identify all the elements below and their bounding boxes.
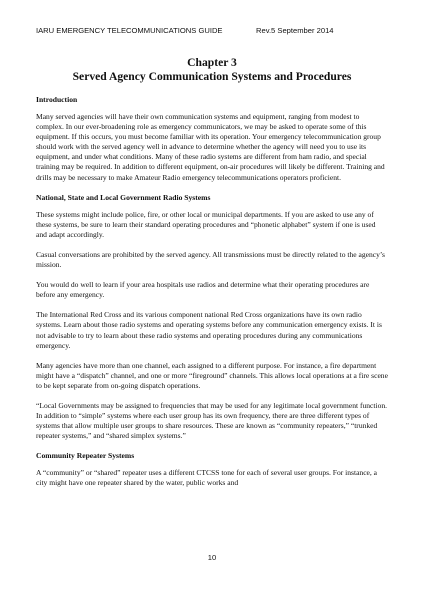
section-introduction — [36, 95, 388, 183]
document-body — [36, 95, 388, 499]
paragraph: The International Red Cross and its various component national Red Cross organizations have its own radio systems. Learn about those radio systems and operating systems before any communication emergency exists. It is not advisable to try to learn about these radio systems and operating procedures during any communications emergency. — [36, 310, 382, 350]
running-header-title: IARU EMERGENCY TELECOMMUNICATIONS GUIDE — [36, 26, 223, 35]
paragraph: These systems might include police, fire, or other local or municipal departments. If you are asked to use any of these systems, be sure to learn their standard operating procedures and “phonetic alphabet” system if one is used and adapt accordingly. — [36, 209, 376, 239]
paragraph: Many agencies have more than one channel, each assigned to a different purpose. For instance, a fire department might have a “dispatch” channel, and one or more “fireground” channels. This allows local operations at a fire scene to be kept separate from on-going dispatch operations. — [36, 360, 388, 390]
section-community-repeater-systems — [36, 451, 388, 488]
section-heading: National, State and Local Government Radio Systems — [36, 192, 211, 202]
running-header-revision: Rev.5 September 2014 — [256, 26, 334, 35]
section-heading: Introduction — [36, 95, 78, 104]
chapter-title: Served Agency Communication Systems and Procedures — [72, 70, 352, 83]
section-government-radio-systems — [36, 193, 388, 442]
paragraph: Casual conversations are prohibited by the served agency. All transmissions must be directly related to the agency’s mission. — [36, 249, 385, 270]
page-number: 10 — [207, 553, 217, 562]
paragraph: You would do well to learn if your area hospitals use radios and determine what their operating procedures are before any emergency. — [36, 280, 370, 300]
paragraph: A “community” or “shared” repeater uses a different CTCSS tone for each of several user groups. For instance, a city might have one repeater shared by the water, public works and — [36, 468, 378, 488]
paragraph: Many served agencies will have their own communication systems and equipment, ranging from modest to complex. In our ever-broadening role as emergency communicators, we may be asked to operate some of this equipment. If this occurs, you must become familiar with its operation. Your emergency telecommunication group should work with the served agency well in advance to determine whether the agency will need you to use its equipment, and under what conditions. Many of these radio systems are different from ham radio, and special training may be required. In addition to different equipment, on-air procedures will likely be different. Training and drills may be necessary to make Amateur Radio emergency telecommunications operators proficient. — [36, 112, 385, 182]
paragraph: “Local Governments may be assigned to frequencies that may be used for any legitimate local government function. In addition to “simple” systems where each user group has its own frequency, there are three different types of systems that allow multiple user groups to share resources. These are known as “community repeaters,” “trunked repeater systems,” and “shared simplex systems.” — [36, 400, 388, 441]
section-heading: Community Repeater Systems — [36, 451, 135, 461]
chapter-number: Chapter 3 — [187, 56, 237, 69]
